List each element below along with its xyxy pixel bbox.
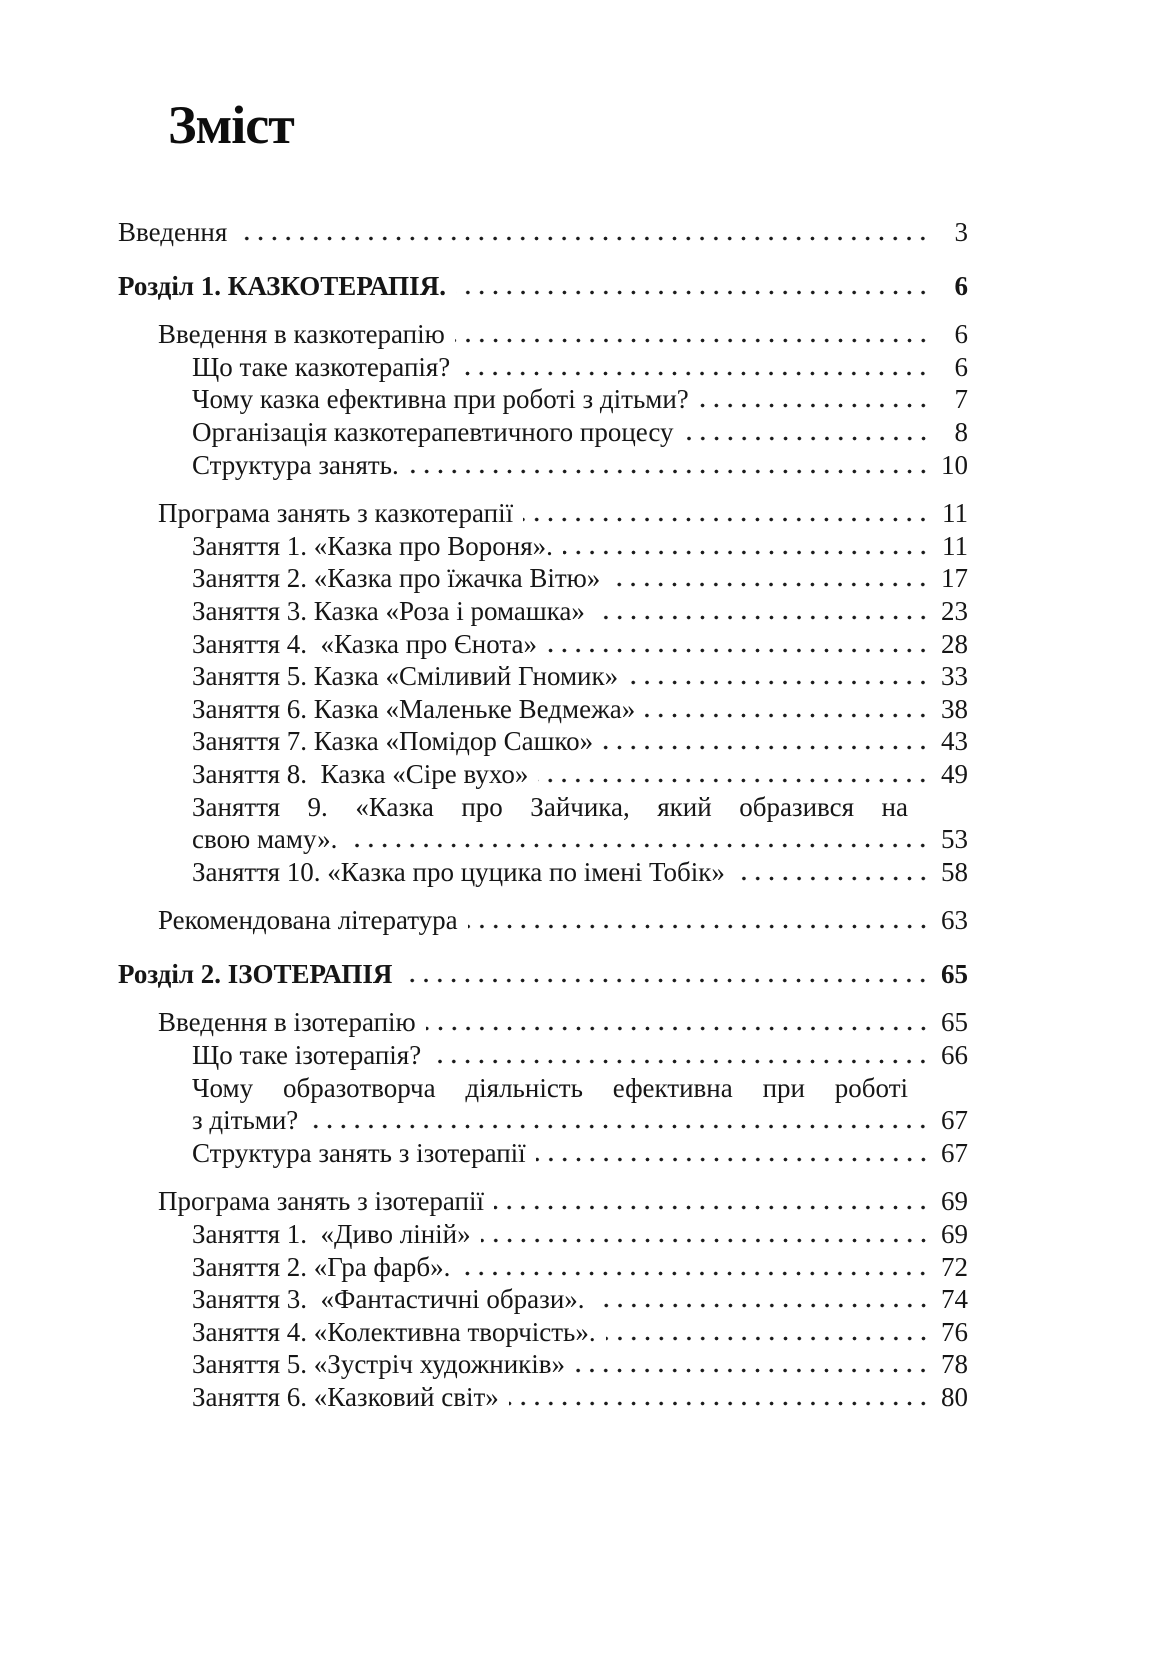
dot-leader	[308, 1124, 930, 1129]
toc-entry	[118, 823, 968, 856]
toc-entry	[118, 856, 968, 889]
toc-entry	[118, 270, 968, 303]
toc-entry-page: 67	[941, 1105, 968, 1136]
toc-entry-label-continuation: свою маму».	[192, 824, 338, 855]
toc-entry	[118, 1251, 968, 1284]
dot-leader	[699, 403, 930, 408]
toc-entry	[118, 318, 968, 351]
toc-entry-page: 6	[954, 319, 968, 350]
toc-entry-label: Програма занять з казкотерапії	[158, 498, 514, 529]
toc-entry-page: 66	[941, 1040, 968, 1071]
toc-entry-page: 53	[941, 824, 968, 855]
dot-leader	[735, 876, 930, 881]
toc-entry-page: 67	[941, 1137, 968, 1168]
toc-entry	[118, 904, 968, 937]
toc-entry-label: Чому казка ефективна при роботі з дітьми?	[192, 384, 689, 415]
dot-leader	[494, 1205, 930, 1210]
toc-entry-page: 43	[941, 726, 968, 757]
toc-entry-label: Заняття 5. «Зустріч художників»	[192, 1349, 566, 1380]
toc-entry-page: 76	[941, 1316, 968, 1347]
toc-entry	[118, 1381, 968, 1414]
toc-entry-page: 72	[941, 1251, 968, 1282]
toc-entry	[118, 628, 968, 661]
toc-entry-label: Заняття 1. «Диво ліній»	[192, 1219, 471, 1250]
dot-leader	[460, 371, 930, 376]
dot-leader	[595, 1303, 930, 1308]
toc-entry-page: 69	[941, 1219, 968, 1250]
toc-entry-label: Розділ 1. КАЗКОТЕРАПІЯ.	[118, 270, 446, 301]
toc-entry-page: 78	[941, 1349, 968, 1380]
toc-entry-label: Заняття 8. Казка «Сіре вухо»	[192, 758, 529, 789]
toc-entry-page: 6	[954, 270, 968, 301]
dot-leader	[563, 550, 930, 555]
toc-entry	[118, 416, 968, 449]
dot-leader	[347, 843, 930, 848]
toc-entry-label: Заняття 6. «Казковий світ»	[192, 1382, 499, 1412]
toc-entry-label: Заняття 1. «Казка про Вороня».	[192, 530, 553, 561]
toc-entry-page: 49	[941, 758, 968, 789]
toc-entry	[118, 1218, 968, 1251]
toc-entry-page: 80	[941, 1382, 968, 1412]
toc-entry	[118, 958, 968, 991]
toc-entry-label: Заняття 2. «Гра фарб».	[192, 1251, 451, 1282]
toc-entry-page: 10	[941, 449, 968, 480]
dot-leader	[509, 1401, 930, 1406]
toc-entry-wrapped	[118, 791, 968, 856]
toc-entry-label: Заняття 7. Казка «Помідор Сашко»	[192, 726, 594, 757]
toc-entry-page: 8	[954, 416, 968, 447]
toc-entry	[118, 725, 968, 758]
toc-entry-page: 38	[941, 693, 968, 724]
toc-entry	[118, 1137, 968, 1170]
dot-leader	[610, 582, 930, 587]
toc-entry-page: 69	[941, 1186, 968, 1217]
toc-entry	[118, 1185, 968, 1218]
dot-leader	[523, 517, 930, 522]
toc-entry-label: Заняття 4. «Колективна творчість».	[192, 1316, 596, 1347]
toc-entry-page: 6	[954, 351, 968, 382]
toc-entry-label: Введення в казкотерапію	[158, 319, 445, 350]
toc-entry	[118, 449, 968, 482]
dot-leader	[606, 1336, 930, 1341]
dot-leader	[456, 290, 930, 295]
dot-leader	[684, 436, 930, 441]
toc-entry-page: 58	[941, 856, 968, 887]
dot-leader	[460, 1271, 930, 1276]
toc-entry-page: 3	[954, 217, 968, 247]
dot-leader	[628, 680, 930, 685]
toc-entry-page: 23	[941, 595, 968, 626]
toc-entry-label: Програма занять з ізотерапії	[158, 1186, 485, 1217]
toc-entry-label: Заняття 10. «Казка про цуцика по імені Тобік»	[192, 856, 725, 887]
toc-entry-page: 65	[941, 1007, 968, 1038]
dot-leader	[645, 713, 930, 718]
dot-leader	[603, 745, 930, 750]
toc-entry-label: Структура занять з ізотерапії	[192, 1137, 526, 1168]
toc-entry-line1: Заняття 9. «Казка про Зайчика, який образився на	[192, 791, 908, 822]
toc-entry	[118, 1006, 968, 1039]
dot-leader	[575, 1368, 930, 1373]
toc-entry-page: 7	[954, 384, 968, 415]
dot-leader	[536, 1157, 930, 1162]
toc-entry	[118, 216, 968, 249]
toc-entry	[118, 351, 968, 384]
dot-leader	[595, 615, 930, 620]
toc-entry	[118, 1316, 968, 1349]
toc-entry-label: Що таке казкотерапія?	[192, 351, 451, 382]
toc-entry-label: Організація казкотерапевтичного процесу	[192, 416, 674, 447]
toc-entry-label: Заняття 2. «Казка про їжачка Вітю»	[192, 563, 601, 594]
toc-list	[118, 216, 968, 1414]
toc-entry-wrapped	[118, 1072, 968, 1137]
toc-entry-label: Заняття 3. «Фантастичні образи».	[192, 1284, 585, 1315]
toc-entry	[118, 562, 968, 595]
toc-entry-page: 65	[941, 958, 968, 989]
toc-entry	[118, 758, 968, 791]
toc-entry	[118, 693, 968, 726]
toc-entry-label: Заняття 5. Казка «Сміливий Гномик»	[192, 661, 619, 692]
dot-leader	[538, 778, 930, 783]
toc-entry-page: 33	[941, 661, 968, 692]
dot-leader	[455, 338, 930, 343]
toc-entry	[118, 1283, 968, 1316]
toc-entry-page: 28	[941, 628, 968, 659]
toc-entry-label: Заняття 3. Казка «Роза і ромашка»	[192, 595, 585, 626]
toc-entry-label: Введення	[118, 217, 228, 247]
toc-entry	[118, 1348, 968, 1381]
dot-leader	[547, 648, 930, 653]
toc-entry-line1: Чому образотворча діяльність ефективна при роботі	[192, 1072, 908, 1103]
toc-entry	[118, 530, 968, 563]
toc-entry	[118, 383, 968, 416]
toc-entry-page: 74	[941, 1284, 968, 1315]
toc-entry-label: Заняття 4. «Казка про Єнота»	[192, 628, 538, 659]
toc-entry-label-continuation: з дітьми?	[192, 1105, 299, 1136]
toc-entry-label: Заняття 6. Казка «Маленьке Ведмежа»	[192, 693, 636, 724]
toc-entry-label: Розділ 2. ІЗОТЕРАПІЯ	[118, 958, 393, 989]
dot-leader	[237, 236, 930, 241]
dot-leader	[431, 1059, 930, 1064]
toc-entry-label: Що таке ізотерапія?	[192, 1040, 422, 1071]
dot-leader	[468, 924, 930, 929]
toc-entry-label: Введення в ізотерапію	[158, 1007, 416, 1038]
dot-leader	[409, 469, 930, 474]
dot-leader	[402, 978, 930, 983]
toc-entry	[118, 595, 968, 628]
page-title: Зміст	[168, 95, 294, 155]
toc-entry	[118, 1104, 968, 1137]
toc-entry-page: 11	[942, 498, 968, 529]
toc-entry-label: Рекомендована література	[158, 905, 458, 936]
toc-entry	[118, 660, 968, 693]
toc-entry	[118, 497, 968, 530]
dot-leader	[481, 1238, 930, 1243]
toc-entry-label: Структура занять.	[192, 449, 399, 480]
toc-entry-page: 11	[942, 530, 968, 561]
toc-entry	[118, 1039, 968, 1072]
dot-leader	[426, 1026, 930, 1031]
toc-entry-page: 17	[941, 563, 968, 594]
toc-entry-page: 63	[941, 905, 968, 936]
